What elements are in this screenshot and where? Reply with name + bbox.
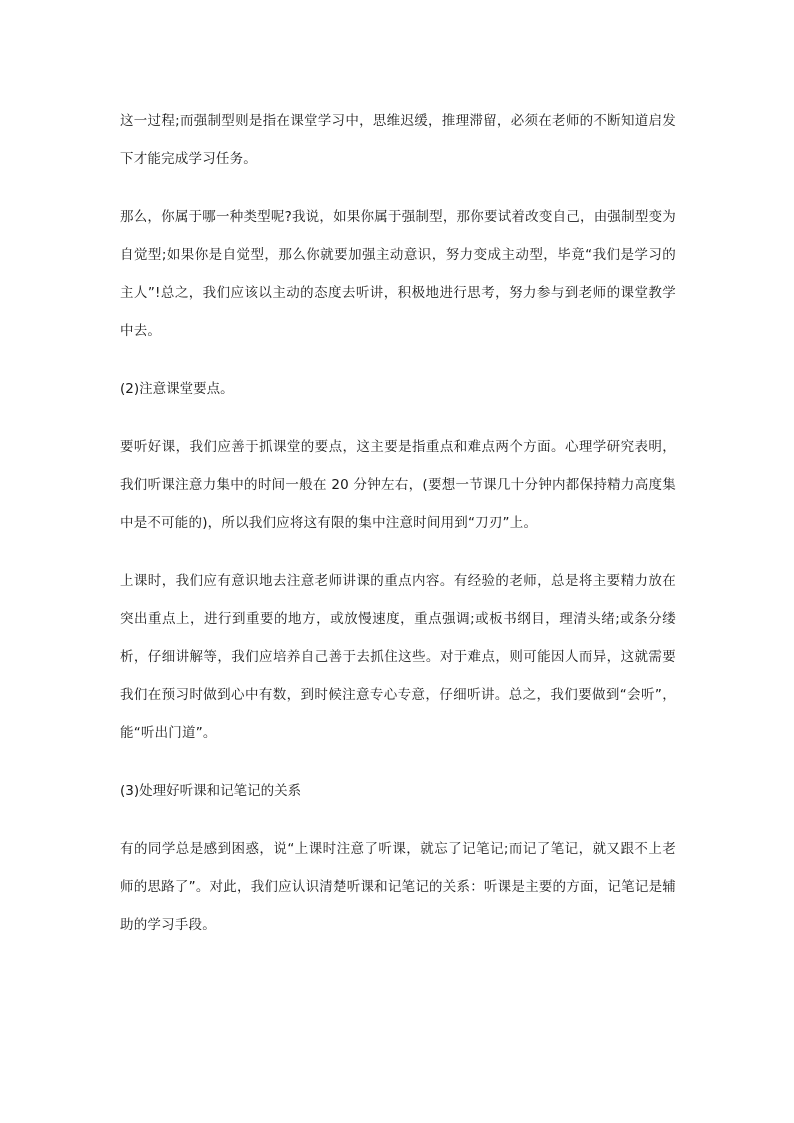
paragraph-learning-type: 那么，你属于哪一种类型呢?我说，如果你属于强制型，那你要试着改变自己，由强制型变为自觉型;如果你是自觉型，那么你就要加强主动意识，努力变成主动型，毕竟“我们是学习的主人”!总之，我们应该以主动的态度去听讲，积极地进行思考，努力参与到老师的课堂教学中去。: [120, 209, 676, 339]
paragraph-notes-relation: 有的同学总是感到困惑，说“上课时注意了听课，就忘了记笔记;而记了笔记，就又跟不上老师的思路了”。对此，我们应认识清楚听课和记笔记的关系：听课是主要的方面，记笔记是辅助的学习手段。: [120, 841, 676, 933]
section-heading-notes: (3)处理好听课和记笔记的关系: [120, 783, 302, 799]
paragraph-class-focus: 上课时，我们应有意识地去注意老师讲课的重点内容。有经验的老师，总是将主要精力放在突出重点上，进行到重要的地方，或放慢速度，重点强调;或板书纲目，理清头绪;或条分缕析，仔细讲解等，我们应培养自己善于去抓住这些。对于难点，则可能因人而异，这就需要我们在预习时做到心中有数，到时候注意专心专意，仔细听讲。总之，我们要做到“会听”，能“听出门道”。: [120, 573, 676, 741]
section-heading-key-points: (2)注意课堂要点。: [120, 381, 234, 397]
paragraph-key-points: 要听好课，我们应善于抓课堂的要点，这主要是指重点和难点两个方面。心理学研究表明，我们听课注意力集中的时间一般在 20 分钟左右，(要想一节课几十分钟内都保持精力高度集中是不可能的)，所以我们应将这有限的集中注意时间用到“刀刃”上。: [120, 439, 676, 531]
paragraph-process-intro: 这一过程;而强制型则是指在课堂学习中，思维迟缓，推理滞留，必须在老师的不断知道启发下才能完成学习任务。: [120, 113, 676, 167]
document-body: [120, 102, 676, 964]
